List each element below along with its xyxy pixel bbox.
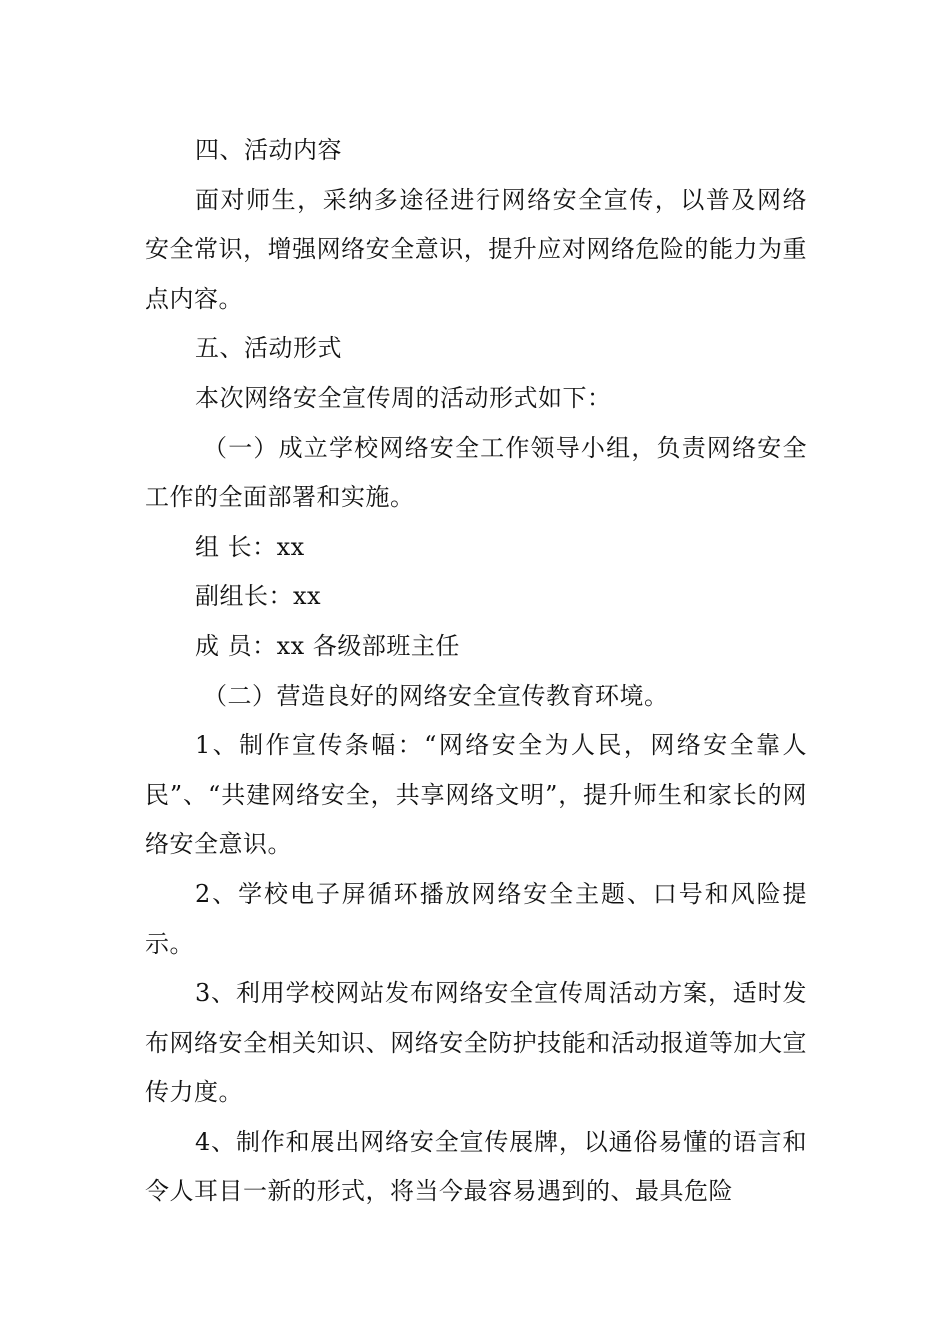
document-page <box>145 126 807 1217</box>
paragraph-step-display-boards: 4、制作和展出网络安全宣传展牌，以通俗易懂的语言和令人耳目一新的形式，将当今最容易遇到的、最具危险 <box>145 1127 807 1206</box>
paragraph-members: 成 员：xx 各级部班主任 <box>195 631 460 660</box>
paragraph-step-website: 3、利用学校网站发布网络安全宣传周活动方案，适时发布网络安全相关知识、网络安全防护技能和活动报道等加大宣传力度。 <box>145 979 807 1107</box>
paragraph-deputy-leader: 副组长：xx <box>195 582 322 611</box>
paragraph-step-screen: 2、学校电子屏循环播放网络安全主题、口号和风险提示。 <box>145 879 807 958</box>
section-heading-activity-content: 四、活动内容 <box>195 136 342 164</box>
section-heading-activity-form: 五、活动形式 <box>195 334 342 363</box>
paragraph-item-environment: （二）营造良好的网络安全宣传教育环境。 <box>203 681 669 710</box>
paragraph-group-leader: 组 长：xx <box>195 532 305 561</box>
paragraph-activity-content: 面对师生，采纳多途径进行网络安全宣传，以普及网络安全常识，增强网络安全意识，提升应对网络危险的能力为重点内容。 <box>145 185 807 313</box>
paragraph-form-intro: 本次网络安全宣传周的活动形式如下： <box>195 383 612 412</box>
paragraph-step-banners: 1、制作宣传条幅：“网络安全为人民，网络安全靠人民”、“共建网络安全，共享网络文明”，提升师生和家长的网络安全意识。 <box>145 731 807 859</box>
paragraph-item-leadership-group: （一）成立学校网络安全工作领导小组，负责网络安全工作的全面部署和实施。 <box>145 433 807 512</box>
